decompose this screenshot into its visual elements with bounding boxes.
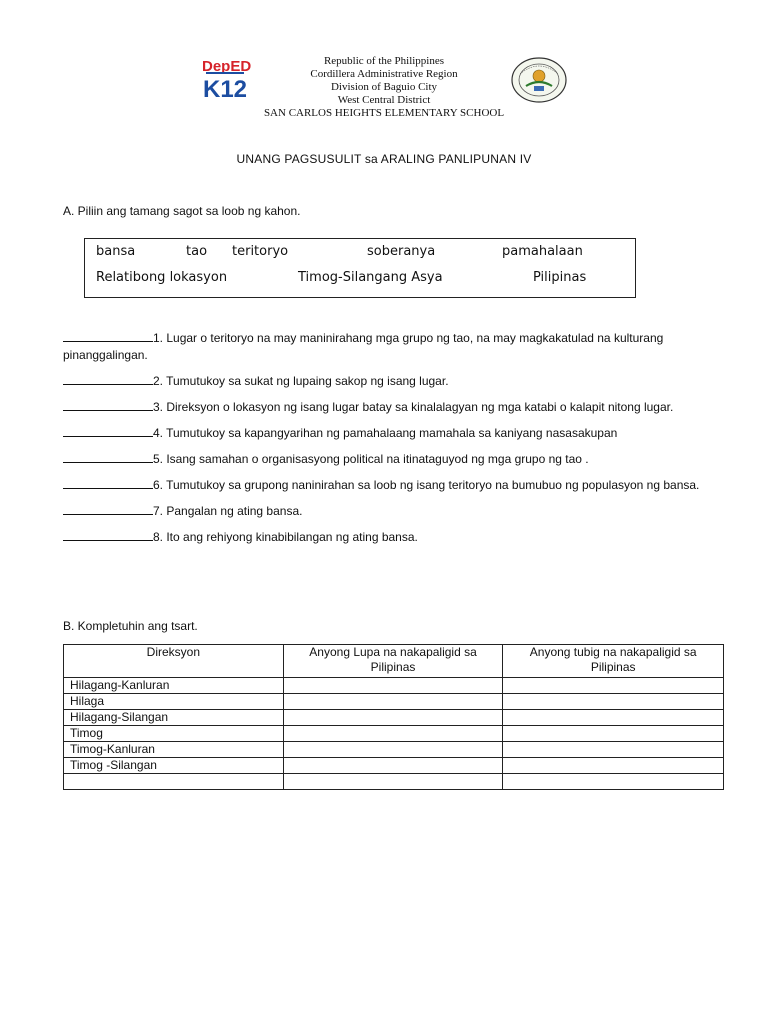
school-header <box>0 55 768 120</box>
column-header-anyong-tubig: Anyong tubig na nakapaligid sa Pilipinas <box>503 645 724 678</box>
question-item <box>63 330 723 364</box>
answer-cell[interactable] <box>503 694 724 710</box>
header-line-republic: Republic of the Philippines <box>323 55 445 67</box>
header-line-school: SAN CARLOS HEIGHTS ELEMENTARY SCHOOL <box>263 107 505 119</box>
exam-title <box>0 152 768 166</box>
table-row <box>64 774 724 790</box>
answer-cell[interactable] <box>503 742 724 758</box>
choice-timog-silangang-asya: Timog-Silangang Asya <box>298 270 443 285</box>
question-item <box>63 399 723 416</box>
question-item <box>63 373 723 390</box>
k12-logo-text: K12 <box>203 76 248 100</box>
choice-soberanya: soberanya <box>367 244 436 259</box>
question-list <box>63 330 723 555</box>
answer-cell[interactable] <box>283 678 503 694</box>
answer-blank[interactable] <box>63 529 153 541</box>
question-text: 4. Tumutukoy sa kapangyarihan ng pamahalaang mamahala sa kaniyang nasasakupan <box>153 426 618 440</box>
answer-cell[interactable] <box>283 774 503 790</box>
section-a-instruction: A. Piliin ang tamang sagot sa loob ng kahon. <box>63 204 301 218</box>
header-line-district: West Central District <box>337 94 431 106</box>
question-item <box>63 451 723 468</box>
choice-tao: tao <box>186 244 208 259</box>
direction-label: Timog -Silangan <box>64 758 284 774</box>
answer-cell[interactable] <box>283 726 503 742</box>
choice-bansa: bansa <box>96 244 136 259</box>
answer-blank[interactable] <box>63 330 153 342</box>
question-text: 7. Pangalan ng ating bansa. <box>153 504 303 518</box>
header-line-region: Cordillera Administrative Region <box>310 68 458 80</box>
answer-cell[interactable] <box>283 710 503 726</box>
column-header-anyong-lupa: Anyong Lupa na nakapaligid sa Pilipinas <box>283 645 503 678</box>
answer-blank[interactable] <box>63 373 153 385</box>
answer-cell[interactable] <box>503 726 724 742</box>
direction-label: Hilagang-Silangan <box>64 710 284 726</box>
answer-cell[interactable] <box>503 678 724 694</box>
question-item <box>63 477 723 494</box>
direction-chart-table <box>63 644 724 790</box>
question-item <box>63 425 723 442</box>
question-text: 2. Tumutukoy sa sukat ng lupaing sakop ng isang lugar. <box>153 374 449 388</box>
table-row <box>64 710 724 726</box>
answer-cell[interactable] <box>283 694 503 710</box>
choices-box <box>84 238 636 298</box>
table-row <box>64 742 724 758</box>
answer-cell[interactable] <box>283 742 503 758</box>
question-text: 8. Ito ang rehiyong kinabibilangan ng ating bansa. <box>153 530 418 544</box>
answer-blank[interactable] <box>63 425 153 437</box>
column-header-direksyon: Direksyon <box>64 645 284 678</box>
choice-pamahalaan: pamahalaan <box>502 244 583 259</box>
answer-blank[interactable] <box>63 451 153 463</box>
answer-blank[interactable] <box>63 399 153 411</box>
section-b-instruction: B. Kompletuhin ang tsart. <box>63 619 198 633</box>
choice-pilipinas: Pilipinas <box>533 270 587 285</box>
table-row <box>64 678 724 694</box>
answer-cell[interactable] <box>503 774 724 790</box>
answer-cell[interactable] <box>503 710 724 726</box>
direction-label: Hilaga <box>64 694 284 710</box>
choice-relatibong-lokasyon: Relatibong lokasyon <box>96 270 228 285</box>
question-text: 6. Tumutukoy sa grupong naninirahan sa loob ng isang teritoryo na bumubuo ng populasyon ng bansa. <box>153 478 700 492</box>
direction-label: Timog <box>64 726 284 742</box>
direction-label: Hilagang-Kanluran <box>64 678 284 694</box>
question-text: 5. Isang samahan o organisasyong political na itinataguyod ng mga grupo ng tao . <box>153 452 589 466</box>
question-text: 3. Direksyon o lokasyon ng isang lugar batay sa kinalalagyan ng mga katabi o kalapit nitong lugar. <box>153 400 674 414</box>
deped-logo-text: DepED <box>202 58 252 75</box>
header-line-division: Division of Baguio City <box>330 81 438 93</box>
question-item <box>63 503 723 520</box>
table-row <box>64 726 724 742</box>
table-row <box>64 758 724 774</box>
answer-blank[interactable] <box>63 477 153 489</box>
exam-title-text: UNANG PAGSUSULIT sa ARALING PANLIPUNAN IV <box>236 152 532 166</box>
answer-blank[interactable] <box>63 503 153 515</box>
answer-cell[interactable] <box>503 758 724 774</box>
question-item <box>63 529 723 546</box>
question-text: 1. Lugar o teritoryo na may maninirahang mga grupo ng tao, na may magkakatulad na kulturang pinanggalingan. <box>63 331 664 362</box>
choice-teritoryo: teritoryo <box>232 244 289 259</box>
direction-label <box>64 774 284 790</box>
direction-label: Timog-Kanluran <box>64 742 284 758</box>
answer-cell[interactable] <box>283 758 503 774</box>
table-row <box>64 694 724 710</box>
table-header-row <box>64 645 724 678</box>
